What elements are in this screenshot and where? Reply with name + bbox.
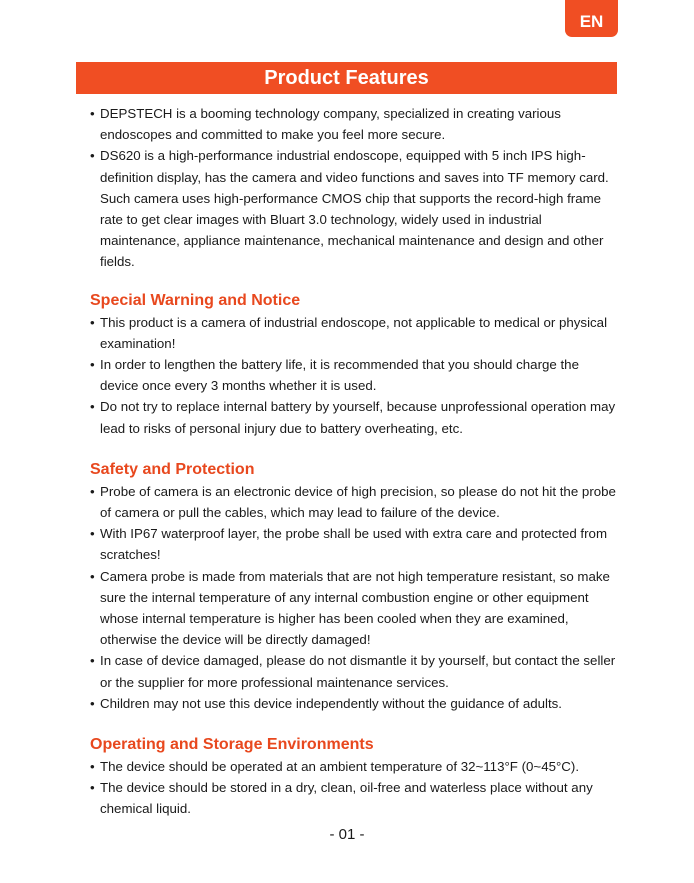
list-item <box>90 481 620 523</box>
safety-list <box>90 481 620 714</box>
list-item-text: Probe of camera is an electronic device of high precision, so please do not hit the probe of camera or pull the cables, which may lead to failure of the device. <box>100 483 616 521</box>
page-number: - 01 - <box>329 826 365 843</box>
list-item-text: DEPSTECH is a booming technology company, specialized in creating various endoscopes and committed to make you feel more secure. <box>100 106 561 143</box>
list-item <box>90 145 620 272</box>
list-item <box>90 566 620 651</box>
list-item-text: Children may not use this device independently without the guidance of adults. <box>100 695 562 711</box>
bullet: • <box>90 148 95 164</box>
list-item <box>90 693 620 714</box>
section-heading-warning: Special Warning and Notice <box>90 291 301 309</box>
list-item-text: The device should be stored in a dry, clean, oil-free and waterless place without any chemical liquid. <box>100 780 593 817</box>
language-tab: EN <box>565 0 618 37</box>
list-item-text: This product is a camera of industrial endoscope, not applicable to medical or physical examination! <box>100 314 608 351</box>
list-item <box>90 523 620 565</box>
list-item-text: Do not try to replace internal battery by yourself, because unprofessional operation may lead to risks of personal injury due to battery overheating, etc. <box>100 399 616 436</box>
bullet: • <box>90 653 95 669</box>
list-item-text: The device should be operated at an ambient temperature of 32~113°F (0~45°C). <box>100 759 580 775</box>
bullet: • <box>90 526 95 542</box>
section-heading-safety: Safety and Protection <box>90 460 255 478</box>
bullet: • <box>90 399 95 415</box>
list-item-text: In case of device damaged, please do not dismantle it by yourself, but contact the seller or the supplier for more professional maintenance services. <box>100 653 616 690</box>
bullet: • <box>90 483 95 499</box>
list-item <box>90 650 620 692</box>
list-item-text: In order to lengthen the battery life, it is recommended that you should charge the device once every 3 months whether it is used. <box>100 357 579 394</box>
bullet: • <box>90 780 95 796</box>
list-item <box>90 354 620 396</box>
list-item-text: With IP67 waterproof layer, the probe shall be used with extra care and protected from scratches! <box>100 526 608 563</box>
list-item <box>90 777 620 819</box>
environment-list <box>90 756 620 820</box>
list-item-text: Camera probe is made from materials that are not high temperature resistant, so make sure the internal temperature of any internal combustion engine or other equipment whose internal temperature is higher has been cooled when they are examined, otherwise the device will be directly damaged! <box>100 568 610 648</box>
bullet: • <box>90 568 95 584</box>
bullet: • <box>90 695 95 711</box>
list-item <box>90 756 620 777</box>
bullet: • <box>90 314 95 330</box>
section-heading-environment: Operating and Storage Environments <box>90 736 374 754</box>
intro-list <box>90 103 620 273</box>
list-item <box>90 396 620 438</box>
bullet: • <box>90 357 95 373</box>
bullet: • <box>90 106 95 121</box>
list-item <box>90 312 620 354</box>
warning-list <box>90 312 620 439</box>
bullet: • <box>90 759 95 775</box>
page-title-banner: Product Features <box>76 62 617 94</box>
page-content <box>90 103 620 820</box>
list-item-text: DS620 is a high-performance industrial endoscope, equipped with 5 inch IPS high-definition display, has the camera and video functions and saves into TF memory card. Such camera uses high-performance CMOS chip that supports the record-high frame rate to get clear images with Bluart 3.0 technology, widely used in industrial maintenance, appliance maintenance, mechanical maintenance and design and other fields. <box>100 148 609 270</box>
list-item <box>90 103 620 145</box>
